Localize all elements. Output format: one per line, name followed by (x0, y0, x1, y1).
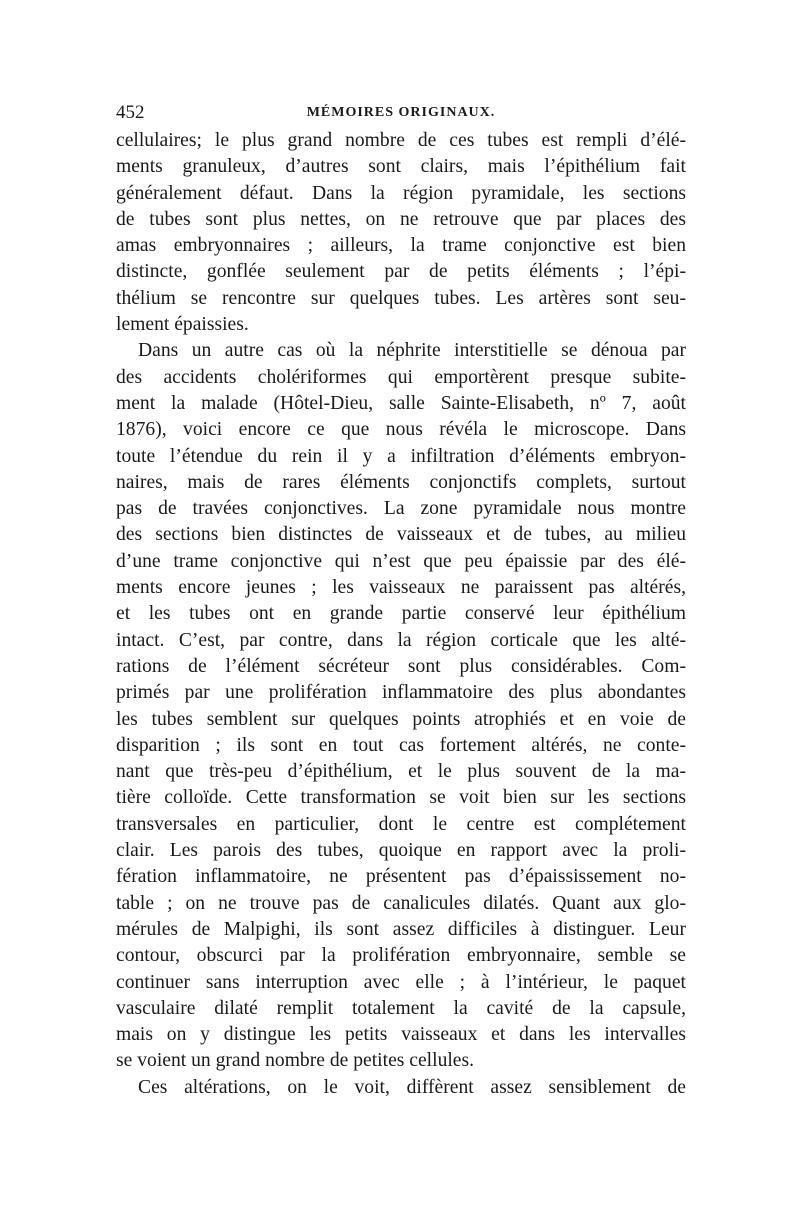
book-page (116, 100, 686, 1101)
text-line: ment la malade (Hôtel-Dieu, salle Sainte-Elisabeth, nº 7, août (116, 392, 686, 414)
text-line: amas embryonnaires ; ailleurs, la trame conjonctive est bien (116, 235, 686, 257)
text-line: 1876), voici encore ce que nous révéla le microscope. Dans (116, 419, 686, 441)
text-line: ments granuleux, d’autres sont clairs, mais l’épithélium fait (116, 156, 686, 178)
text-line: Dans un autre cas où la néphrite interstitielle se dénoua par (138, 340, 686, 362)
page-header (116, 100, 686, 126)
text-line: clair. Les parois des tubes, quoique en rapport avec la proli- (116, 840, 686, 862)
text-line: Ces altérations, on le voit, diffèrent assez sensiblement de (138, 1076, 686, 1098)
text-line: fération inflammatoire, ne présentent pas d’épaississement no- (116, 866, 686, 888)
text-line: les tubes semblent sur quelques points atrophiés et en voie de (116, 708, 686, 730)
text-line: toute l’étendue du rein il y a infiltration d’éléments embryon- (116, 445, 686, 467)
page-number: 452 (116, 102, 145, 123)
text-line: continuer sans interruption avec elle ; à l’intérieur, le paquet (116, 971, 686, 993)
text-line: se voient un grand nombre de petites cellules. (116, 1050, 475, 1072)
text-line: d’une trame conjonctive qui n’est que peu épaissie par des élé- (116, 550, 686, 572)
text-line: des accidents cholériformes qui emportèrent presque subite- (116, 366, 686, 388)
text-line: cellulaires; le plus grand nombre de ces tubes est rempli d’élé- (116, 130, 686, 151)
text-line: transversales en particulier, dont le centre est complétement (116, 813, 686, 835)
text-line: mérules de Malpighi, ils sont assez difficiles à distinguer. Leur (116, 918, 686, 940)
text-line: distincte, gonflée seulement par de petits éléments ; l’épi- (116, 261, 686, 283)
text-line: disparition ; ils sont en tout cas fortement altérés, ne conte- (116, 734, 686, 756)
text-line: de tubes sont plus nettes, on ne retrouve que par places des (116, 208, 686, 230)
text-line: vasculaire dilaté remplit totalement la cavité de la capsule, (116, 997, 686, 1019)
text-line: ments encore jeunes ; les vaisseaux ne paraissent pas altérés, (116, 577, 686, 599)
text-line: nant que très-peu d’épithélium, et le plus souvent de la ma- (116, 761, 686, 783)
text-line: rations de l’élément sécréteur sont plus considérables. Com- (116, 655, 686, 677)
text-line: naires, mais de rares éléments conjonctifs complets, surtout (116, 471, 686, 493)
text-line: des sections bien distinctes de vaisseaux et de tubes, au milieu (116, 524, 686, 546)
text-line: tière colloïde. Cette transformation se voit bien sur les sections (116, 787, 686, 809)
text-line: pas de travées conjonctives. La zone pyramidale nous montre (116, 498, 686, 520)
text-line: table ; on ne trouve pas de canalicules dilatés. Quant aux glo- (116, 892, 686, 914)
text-line: généralement défaut. Dans la région pyramidale, les sections (116, 182, 686, 204)
text-line: primés par une prolifération inflammatoire des plus abondantes (116, 682, 686, 704)
text-line: et les tubes ont en grande partie conservé leur épithélium (116, 603, 686, 625)
text-line: intact. C’est, par contre, dans la région corticale que les alté- (116, 629, 686, 651)
text-line: lement épaissies. (116, 314, 249, 336)
body-text (116, 128, 686, 1101)
running-head: MÉMOIRES ORIGINAUX. (306, 105, 496, 120)
text-line: contour, obscurci par la prolifération embryonnaire, semble se (116, 945, 686, 967)
text-line: mais on y distingue les petits vaisseaux et dans les intervalles (116, 1024, 686, 1046)
text-line: thélium se rencontre sur quelques tubes. Les artères sont seu- (116, 287, 686, 309)
